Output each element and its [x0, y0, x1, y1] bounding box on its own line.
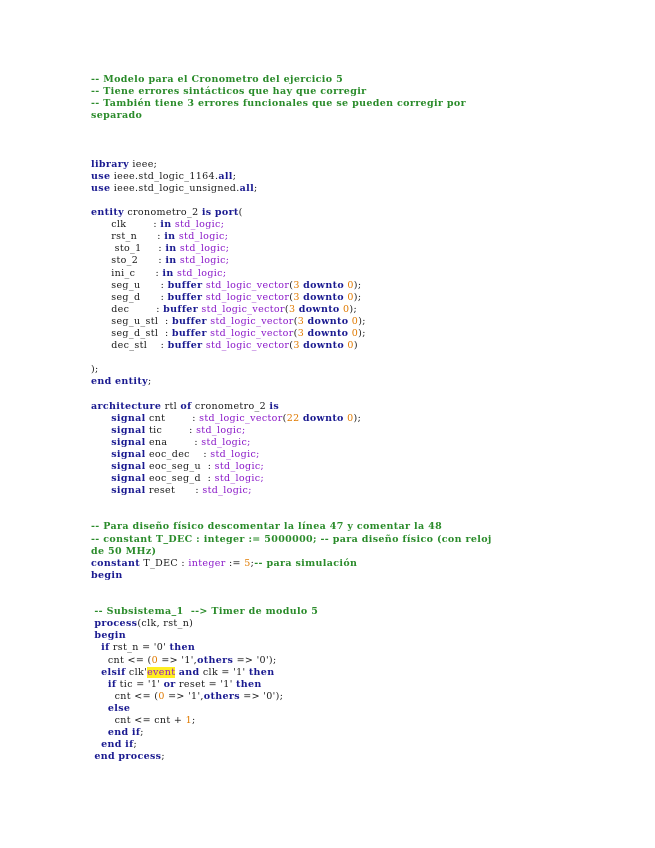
code-token: buffer: [167, 340, 203, 352]
code-line: [91, 316, 492, 328]
code-token: signal: [111, 448, 146, 460]
code-token: 1: [184, 654, 191, 666]
code-token: buffer: [171, 327, 207, 339]
code-token: => ': [164, 690, 192, 702]
code-token: 0: [351, 315, 359, 327]
code-token: ;: [225, 255, 230, 267]
code-token: [91, 437, 111, 448]
code-token: or: [163, 678, 176, 690]
code-line: [91, 534, 492, 546]
code-token: 1: [150, 678, 158, 690]
code-token: if: [125, 739, 134, 751]
code-line: [91, 147, 492, 159]
code-token: std_logic: [179, 255, 226, 267]
code-token: );: [353, 412, 362, 424]
code-token: std_logic: [179, 243, 226, 255]
code-token: constant: [91, 557, 141, 569]
code-token: architecture: [91, 400, 162, 412]
code-token: ;: [192, 714, 196, 726]
code-token: 1: [191, 690, 198, 702]
code-token: std_logic: [196, 424, 242, 436]
code-line: [91, 74, 492, 86]
code-token: tic = ': [116, 678, 151, 690]
code-line: [91, 739, 492, 751]
code-token: 0: [259, 654, 266, 666]
code-token: (clk, rst_n): [137, 618, 194, 630]
code-token: (: [289, 291, 294, 303]
code-token: sto_1 :: [91, 243, 166, 255]
code-token: ',: [190, 654, 198, 666]
code-token: 0: [347, 412, 354, 424]
code-token: signal: [111, 473, 146, 485]
code-token: [91, 642, 101, 653]
code-token: [91, 739, 101, 750]
code-token: std_logic: [202, 485, 249, 497]
code-token: clk :: [91, 219, 161, 231]
code-token: => ': [239, 690, 267, 702]
code-token: end: [94, 751, 116, 763]
code-token: std_logic_vector: [201, 303, 285, 315]
code-token: event: [147, 666, 176, 678]
code-token: use: [91, 170, 111, 182]
code-line: [91, 618, 492, 630]
code-token: buffer: [167, 279, 203, 291]
code-token: buffer: [171, 315, 207, 327]
code-line: [91, 352, 492, 364]
code-token: 5: [244, 557, 251, 569]
code-token: => ': [233, 654, 260, 666]
code-token: 3: [297, 315, 305, 327]
code-token: end: [91, 376, 112, 388]
code-token: in: [162, 267, 174, 279]
code-token: 0: [156, 642, 164, 654]
code-token: );: [349, 303, 358, 315]
code-token: ;: [148, 376, 152, 388]
code-line: [91, 171, 492, 183]
code-line: [91, 655, 492, 667]
code-token: [91, 667, 101, 678]
code-token: ;: [225, 243, 230, 255]
code-token: all: [218, 170, 233, 182]
code-token: buffer: [167, 291, 203, 303]
code-token: std_logic: [174, 219, 221, 231]
code-line: [91, 570, 492, 582]
code-token: dec_stl :: [91, 340, 168, 352]
code-line: [91, 328, 492, 340]
code-line: [91, 280, 492, 292]
code-token: cronometro_2: [123, 207, 202, 219]
code-token: 0: [347, 340, 354, 352]
code-token: use: [91, 182, 111, 194]
code-token: reset = ': [175, 678, 224, 690]
code-token: -- También tiene 3 errores funcionales que se pueden corregir por: [91, 98, 466, 110]
code-token: rtl: [161, 400, 181, 412]
code-token: rst_n :: [91, 231, 165, 243]
code-token: (: [293, 327, 298, 339]
code-token: then: [248, 666, 275, 678]
code-line: [91, 485, 492, 497]
code-token: ;: [254, 182, 258, 194]
code-line: [91, 630, 492, 642]
code-token: [91, 413, 111, 424]
code-line: [91, 642, 492, 654]
code-token: );: [353, 279, 362, 291]
code-token: de 50 MHz): [91, 545, 157, 557]
code-token: others: [197, 654, 234, 666]
code-token: std_logic_vector: [210, 327, 294, 339]
code-token: cnt <= cnt +: [91, 714, 186, 726]
code-token: ;: [260, 473, 265, 485]
code-token: => ': [157, 654, 185, 666]
code-token: end: [107, 727, 129, 739]
code-token: ena :: [145, 436, 202, 448]
code-token: elsif: [101, 666, 126, 678]
code-token: std_logic_vector: [199, 412, 283, 424]
vhdl-code-listing: [91, 74, 492, 763]
code-token: std_logic_vector: [210, 315, 294, 327]
code-token: ;: [220, 219, 225, 231]
code-token: 0: [343, 303, 350, 315]
code-token: 3: [297, 327, 305, 339]
code-token: seg_d :: [91, 291, 168, 303]
code-token: signal: [111, 485, 146, 497]
code-line: [91, 691, 492, 703]
code-token: all: [239, 182, 255, 194]
code-token: eoc_seg_d :: [145, 473, 215, 485]
code-token: separado: [91, 110, 143, 122]
code-line: [91, 159, 492, 171]
code-token: ;: [161, 751, 165, 763]
code-token: then: [236, 678, 262, 690]
code-line: [91, 449, 492, 461]
code-token: then: [169, 642, 196, 654]
code-token: and: [178, 666, 200, 678]
code-token: seg_u_stl :: [91, 315, 172, 327]
code-token: signal: [111, 412, 146, 424]
code-token: in: [165, 255, 177, 267]
code-line: [91, 461, 492, 473]
code-token: ');: [272, 690, 284, 702]
code-token: 3: [293, 340, 300, 352]
code-token: (: [238, 207, 243, 219]
code-token: [91, 727, 108, 738]
code-token: dec :: [91, 303, 164, 315]
code-line: [91, 594, 492, 606]
code-line: [91, 376, 492, 388]
code-token: signal: [111, 436, 146, 448]
code-token: is: [269, 400, 280, 412]
code-token: [91, 679, 108, 690]
code-token: (: [284, 303, 289, 315]
code-token: ;: [222, 267, 227, 279]
code-token: eoc_dec :: [145, 448, 211, 460]
code-token: T_DEC :: [140, 557, 189, 569]
code-token: 0: [351, 327, 359, 339]
code-token: in: [165, 243, 177, 255]
code-token: ;: [250, 557, 255, 569]
code-token: clk': [125, 666, 148, 678]
code-token: std_logic_vector: [205, 279, 290, 291]
code-token: ;: [232, 170, 237, 182]
code-line: [91, 582, 492, 594]
code-line: [91, 207, 492, 219]
code-token: -- Para diseño físico descomentar la línea 47 y comentar la 48: [91, 521, 443, 533]
code-token: seg_u :: [91, 279, 168, 291]
code-token: std_logic: [210, 448, 257, 460]
code-token: ;: [133, 739, 138, 751]
code-token: integer: [188, 557, 226, 569]
code-token: [91, 449, 111, 460]
code-token: ',: [197, 690, 204, 702]
code-token: );: [358, 327, 366, 339]
code-line: [91, 497, 492, 509]
code-token: signal: [111, 424, 146, 436]
code-line: [91, 388, 492, 400]
code-token: ;: [256, 448, 260, 460]
code-token: [91, 473, 111, 484]
code-line: [91, 413, 492, 425]
code-line: [91, 715, 492, 727]
code-token: 1: [185, 714, 193, 726]
code-token: if: [131, 727, 141, 739]
code-token: (: [289, 340, 294, 352]
code-line: [91, 437, 492, 449]
code-token: entity: [91, 207, 124, 219]
code-token: -- Modelo para el Cronometro del ejercicio 5: [91, 74, 344, 85]
code-token: ': [157, 678, 164, 690]
code-token: 3: [293, 279, 300, 291]
code-token: ieee.std_logic_unsigned.: [110, 182, 240, 194]
code-token: 0: [266, 690, 273, 702]
code-token: cnt :: [145, 412, 200, 424]
code-line: [91, 727, 492, 739]
code-token: downto: [298, 303, 340, 315]
code-token: tic :: [145, 424, 197, 436]
code-token: ');: [265, 654, 277, 666]
code-token: ;: [224, 231, 229, 243]
code-token: downto: [307, 315, 349, 327]
code-token: (: [282, 412, 287, 424]
code-line: [91, 667, 492, 679]
code-token: ieee;: [129, 158, 158, 170]
code-token: cronometro_2: [191, 400, 270, 412]
code-token: 3: [288, 303, 296, 315]
code-line: [91, 183, 492, 195]
code-token: [91, 703, 108, 714]
code-line: [91, 86, 492, 98]
code-token: ;: [247, 436, 251, 448]
code-token: -- para simulación: [254, 557, 358, 569]
code-line: [91, 509, 492, 521]
code-token: in: [160, 219, 172, 231]
code-line: [91, 292, 492, 304]
code-line: [91, 219, 492, 231]
code-token: ;: [241, 424, 246, 436]
code-token: (: [289, 279, 294, 291]
code-line: [91, 98, 492, 110]
code-line: [91, 243, 492, 255]
code-line: [91, 122, 492, 134]
code-line: [91, 304, 492, 316]
code-token: ieee.std_logic_1164.: [110, 170, 219, 182]
code-token: downto: [303, 291, 344, 303]
code-line: [91, 340, 492, 352]
code-token: downto: [303, 279, 345, 291]
code-token: ini_c :: [91, 267, 163, 279]
code-token: std_logic: [214, 461, 261, 472]
code-token: if: [101, 642, 110, 654]
code-token: ': [242, 666, 249, 678]
code-token: cnt <= (: [91, 690, 159, 702]
code-token: ;: [260, 461, 265, 472]
code-token: ': [229, 678, 237, 690]
code-token: [91, 425, 111, 436]
code-line: [91, 473, 492, 485]
code-token: seg_d_stl :: [91, 327, 172, 339]
code-token: std_logic_vector: [205, 340, 290, 352]
code-token: sto_2 :: [91, 255, 166, 267]
code-token: ): [353, 340, 358, 352]
code-token: downto: [307, 327, 349, 339]
code-token: process: [118, 751, 162, 763]
code-line: [91, 231, 492, 243]
code-token: entity: [115, 376, 148, 388]
code-token: downto: [302, 412, 344, 424]
code-token: std_logic: [178, 231, 225, 243]
code-token: is: [201, 207, 212, 219]
code-token: others: [203, 690, 240, 702]
code-token: downto: [303, 340, 345, 352]
code-token: -- constant T_DEC : integer := 5000000; -- para diseño físico (con reloj: [91, 533, 492, 545]
code-token: ': [163, 642, 170, 654]
code-token: (: [293, 315, 298, 327]
code-token: 1: [223, 678, 230, 690]
code-line: [91, 195, 492, 207]
code-line: [91, 425, 492, 437]
code-line: [91, 606, 492, 618]
code-token: 0: [347, 291, 354, 303]
code-token: std_logic: [201, 436, 248, 448]
code-token: 0: [347, 279, 354, 291]
code-token: );: [91, 364, 99, 376]
code-token: :=: [225, 557, 245, 569]
code-token: 3: [293, 291, 300, 303]
code-line: [91, 134, 492, 146]
code-token: [91, 461, 111, 472]
code-line: [91, 703, 492, 715]
code-token: 22: [286, 412, 300, 424]
code-line: [91, 255, 492, 267]
code-line: [91, 546, 492, 558]
code-token: end: [101, 739, 122, 751]
code-token: reset :: [145, 485, 203, 497]
code-line: [91, 751, 492, 763]
code-token: -- Subsistema_1 --> Timer de modulo 5: [94, 606, 319, 618]
code-token: [91, 485, 111, 496]
code-token: eoc_seg_u :: [145, 461, 215, 472]
code-token: if: [107, 678, 117, 690]
code-token: signal: [111, 461, 146, 472]
code-token: );: [353, 291, 362, 303]
code-token: else: [107, 702, 131, 714]
code-line: [91, 521, 492, 533]
code-token: 1: [236, 666, 243, 678]
code-line: [91, 364, 492, 376]
code-token: begin: [94, 630, 126, 642]
code-token: port: [214, 207, 239, 219]
code-line: [91, 679, 492, 691]
code-line: [91, 401, 492, 413]
code-token: 0: [151, 654, 158, 666]
code-token: );: [358, 315, 366, 327]
code-token: std_logic_vector: [205, 291, 290, 303]
code-token: library: [91, 158, 129, 170]
code-token: of: [180, 400, 192, 412]
code-token: std_logic: [214, 473, 261, 485]
code-line: [91, 110, 492, 122]
code-token: 0: [158, 690, 165, 702]
code-token: in: [164, 231, 176, 243]
code-token: buffer: [163, 303, 199, 315]
code-token: begin: [91, 569, 123, 581]
code-token: ;: [140, 727, 144, 739]
code-token: process: [94, 618, 138, 630]
code-token: cnt <= (: [91, 654, 152, 666]
code-line: [91, 558, 492, 570]
code-token: rst_n = ': [109, 642, 157, 654]
code-token: -- Tiene errores sintácticos que hay que corregir: [91, 86, 367, 98]
code-token: std_logic: [176, 267, 223, 279]
code-token: clk = ': [199, 666, 237, 678]
code-token: ;: [248, 485, 252, 497]
code-line: [91, 268, 492, 280]
